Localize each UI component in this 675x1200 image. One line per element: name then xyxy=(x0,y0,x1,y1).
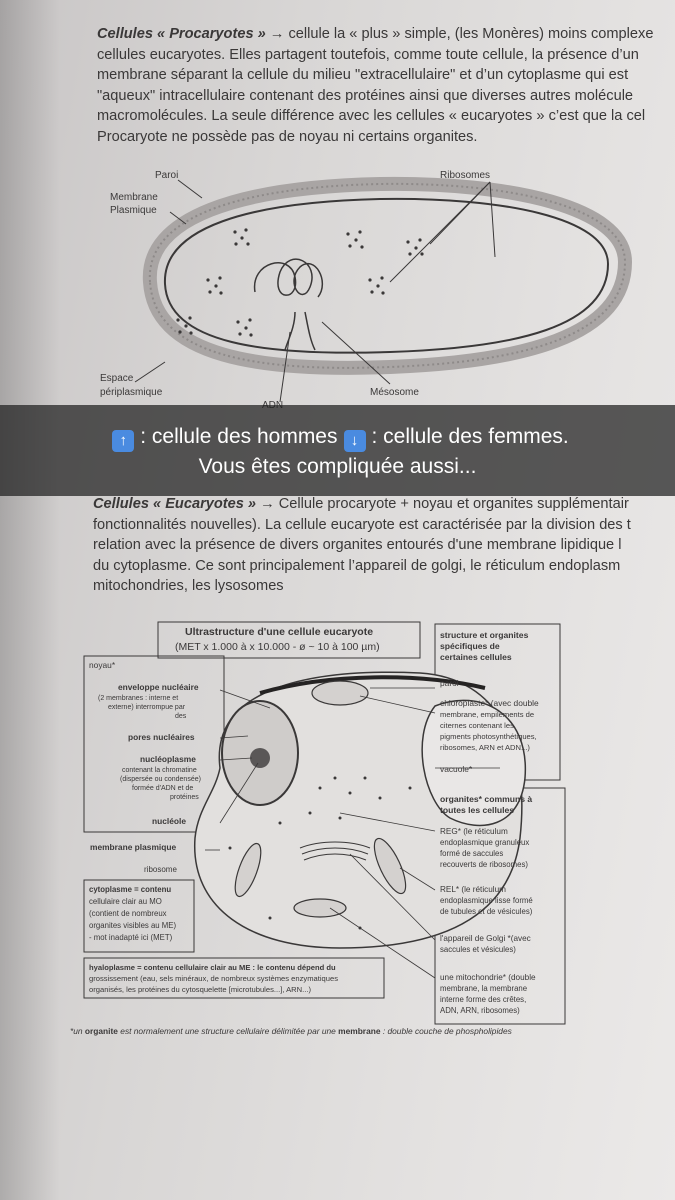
nucleolus-shape xyxy=(250,748,270,768)
dna-strand xyxy=(255,259,323,297)
footnote-text: est normalement une structure cellulaire délimitée par une xyxy=(117,1026,339,1036)
caption-text: : cellule des hommes xyxy=(140,425,338,448)
prokaryote-paragraph xyxy=(97,24,653,147)
label-chloroplaste: chloroplaste* (avec double xyxy=(440,698,539,708)
paragraph-line: cellules eucaryotes. Elles partagent toutefois, comme toute cellule, la présence d’un xyxy=(97,46,639,63)
label-ribosome: ribosome xyxy=(144,865,177,874)
label-chloroplaste-desc: ribosomes, ARN et ADN...) xyxy=(440,743,530,752)
footnote-term: membrane xyxy=(338,1026,381,1036)
label-rel-desc: endoplasmique lisse formé xyxy=(440,896,533,905)
label-mitochondrie: une mitochondrie* (double xyxy=(440,973,536,982)
paragraph-line: du cytoplasme. Ce sont principalement l’appareil de golgi, le réticulum endoplasm xyxy=(93,557,621,574)
label-plasmique: Plasmique xyxy=(110,205,157,216)
label-membrane: Membrane xyxy=(110,192,158,203)
label-organites-communs: organites* communs à xyxy=(440,794,533,804)
label-espace: Espace xyxy=(100,373,134,384)
eukaryote-diagram-title: Ultrastructure d'une cellule eucaryote xyxy=(185,626,374,638)
paragraph-line: → cellule la « plus » simple, (les Monères) moins complexe xyxy=(269,26,654,42)
label-rel-desc: de tubules et de vésicules) xyxy=(440,907,533,916)
footnote-term: organite xyxy=(84,1026,118,1036)
label-reg-desc: endoplasmique granuleux xyxy=(440,838,530,847)
caption-line-2: Vous êtes compliquée aussi... xyxy=(198,455,477,478)
label-hyaloplasme: hyaloplasme = contenu cellulaire clair au ME : le contenu dépend du xyxy=(89,963,336,972)
eukaryote-diagram-subtitle: (MET x 1.000 à x 10.000 - ø ~ 10 à 100 µm) xyxy=(175,641,380,653)
caption-text: : cellule des femmes. xyxy=(371,425,569,448)
page-shadow xyxy=(0,0,60,1200)
chloroplast-shape xyxy=(312,681,368,705)
label-hyaloplasme-desc: organisés, les protéines du cytosquelette [microtubules...], ARN...) xyxy=(89,985,312,994)
mesosome xyxy=(285,312,315,350)
label-noyau: noyau* xyxy=(89,660,116,670)
label-enveloppe: enveloppe nucléaire xyxy=(118,682,199,692)
paragraph-line: Procaryote ne possède pas de noyau ni certains organites. xyxy=(97,128,478,145)
label-nucleoplasme-desc: formée d'ADN et de xyxy=(132,785,194,792)
label-enveloppe-desc: des xyxy=(175,713,187,720)
caption-line-1 xyxy=(0,405,675,452)
mitochondria-shape xyxy=(294,899,346,917)
label-periplasmique: périplasmique xyxy=(100,387,163,398)
label-nucleoplasme: nucléoplasme xyxy=(140,754,196,764)
paragraph-line: fonctionnalités nouvelles). La cellule eucaryote est caractérisée par la division des t xyxy=(93,516,631,533)
label-cytoplasme-desc: - mot inadapté ici (MET) xyxy=(89,933,173,942)
up-arrow-emoji-icon xyxy=(112,430,134,452)
label-cytoplasme-desc: (contient de nombreux xyxy=(89,909,167,918)
paragraph-line: mitochondries, les lysosomes xyxy=(93,578,284,594)
label-paroi: paroi xyxy=(440,678,459,688)
cell-wall xyxy=(150,184,625,368)
label-cytoplasme-desc: cellulaire clair au MO xyxy=(89,897,162,906)
label-structures-specifiques: spécifiques de xyxy=(440,641,500,651)
eukaryote-title: Cellules « Eucaryotes » xyxy=(93,496,257,512)
label-reg: REG* (le réticulum xyxy=(440,827,508,836)
prokaryote-title: Cellules « Procaryotes » xyxy=(97,26,266,42)
label-mitochondrie-desc: ADN, ARN, ribosomes) xyxy=(440,1006,520,1015)
label-nucleole: nucléole xyxy=(152,816,186,826)
label-hyaloplasme-desc: grossissement (eau, sels minéraux, de nombreux systèmes enzymatiques xyxy=(89,974,339,983)
label-membrane-plasmique: membrane plasmique xyxy=(90,842,177,852)
label-reg-desc: recouverts de ribosomes) xyxy=(440,860,528,869)
label-chloroplaste-desc: pigments photosynthétiques, xyxy=(440,732,537,741)
label-golgi: l'appareil de Golgi *(avec xyxy=(440,934,531,943)
label-cytoplasme-desc: organites visibles au ME) xyxy=(89,921,177,930)
label-golgi-desc: saccules et vésicules) xyxy=(440,945,516,954)
label-vacuole: vacuole* xyxy=(440,764,473,774)
label-nucleoplasme-desc: (dispersée ou condensée) xyxy=(120,776,201,783)
label-mesosome: Mésosome xyxy=(370,387,419,398)
eukaryote-cell-diagram xyxy=(80,618,575,1028)
label-structures-specifiques: certaines cellules xyxy=(440,652,512,662)
label-paroi: Paroi xyxy=(155,170,179,181)
plasma-membrane xyxy=(165,199,608,353)
label-chloroplaste-desc: membrane, empilements de xyxy=(440,710,535,719)
footnote xyxy=(70,1026,512,1036)
label-cytoplasme: cytoplasme = contenu xyxy=(89,885,172,894)
ribosome-clusters xyxy=(176,228,423,336)
label-pores: pores nucléaires xyxy=(128,732,195,742)
eukaryote-paragraph xyxy=(93,494,631,597)
label-organites-communs: toutes les cellules xyxy=(440,805,515,815)
footnote-text: : double couche de phospholipides xyxy=(380,1026,512,1036)
footnote-text: *un xyxy=(70,1026,85,1036)
label-nucleoplasme-desc: protéines xyxy=(170,794,199,801)
paragraph-line: "aqueux" intracellulaire contenant des protéines ainsi que diverses autres molécule xyxy=(97,87,634,104)
label-chloroplaste-desc: citernes contenant les xyxy=(440,721,514,730)
label-mitochondrie-desc: interne forme des crêtes, xyxy=(440,995,527,1004)
paragraph-line: relation avec la présence de divers organites entourés d'une membrane lipidique l xyxy=(93,537,622,553)
label-enveloppe-desc: externe) interrompue par xyxy=(108,704,186,711)
prokaryote-cell-diagram xyxy=(90,162,650,412)
label-structures-specifiques: structure et organites xyxy=(440,630,529,640)
paragraph-line: macromolécules. La seule différence avec les cellules « eucaryotes » c’est que la cel xyxy=(97,108,646,124)
label-mitochondrie-desc: membrane, la membrane xyxy=(440,984,528,993)
down-arrow-emoji-icon xyxy=(344,430,366,452)
label-reg-desc: formé de saccules xyxy=(440,849,504,858)
snap-caption-bar xyxy=(0,405,675,496)
label-rel: REL* (le réticulum xyxy=(440,885,506,894)
label-ribosomes: Ribosomes xyxy=(440,170,491,181)
label-nucleoplasme-desc: contenant la chromatine xyxy=(122,767,197,774)
paragraph-line: → Cellule procaryote + noyau et organites supplémentair xyxy=(260,496,629,512)
label-enveloppe-desc: (2 membranes : interne et xyxy=(98,695,179,702)
paragraph-line: membrane séparant la cellule du milieu "extracellulaire" et d’un cytoplasme qui est xyxy=(97,67,629,83)
